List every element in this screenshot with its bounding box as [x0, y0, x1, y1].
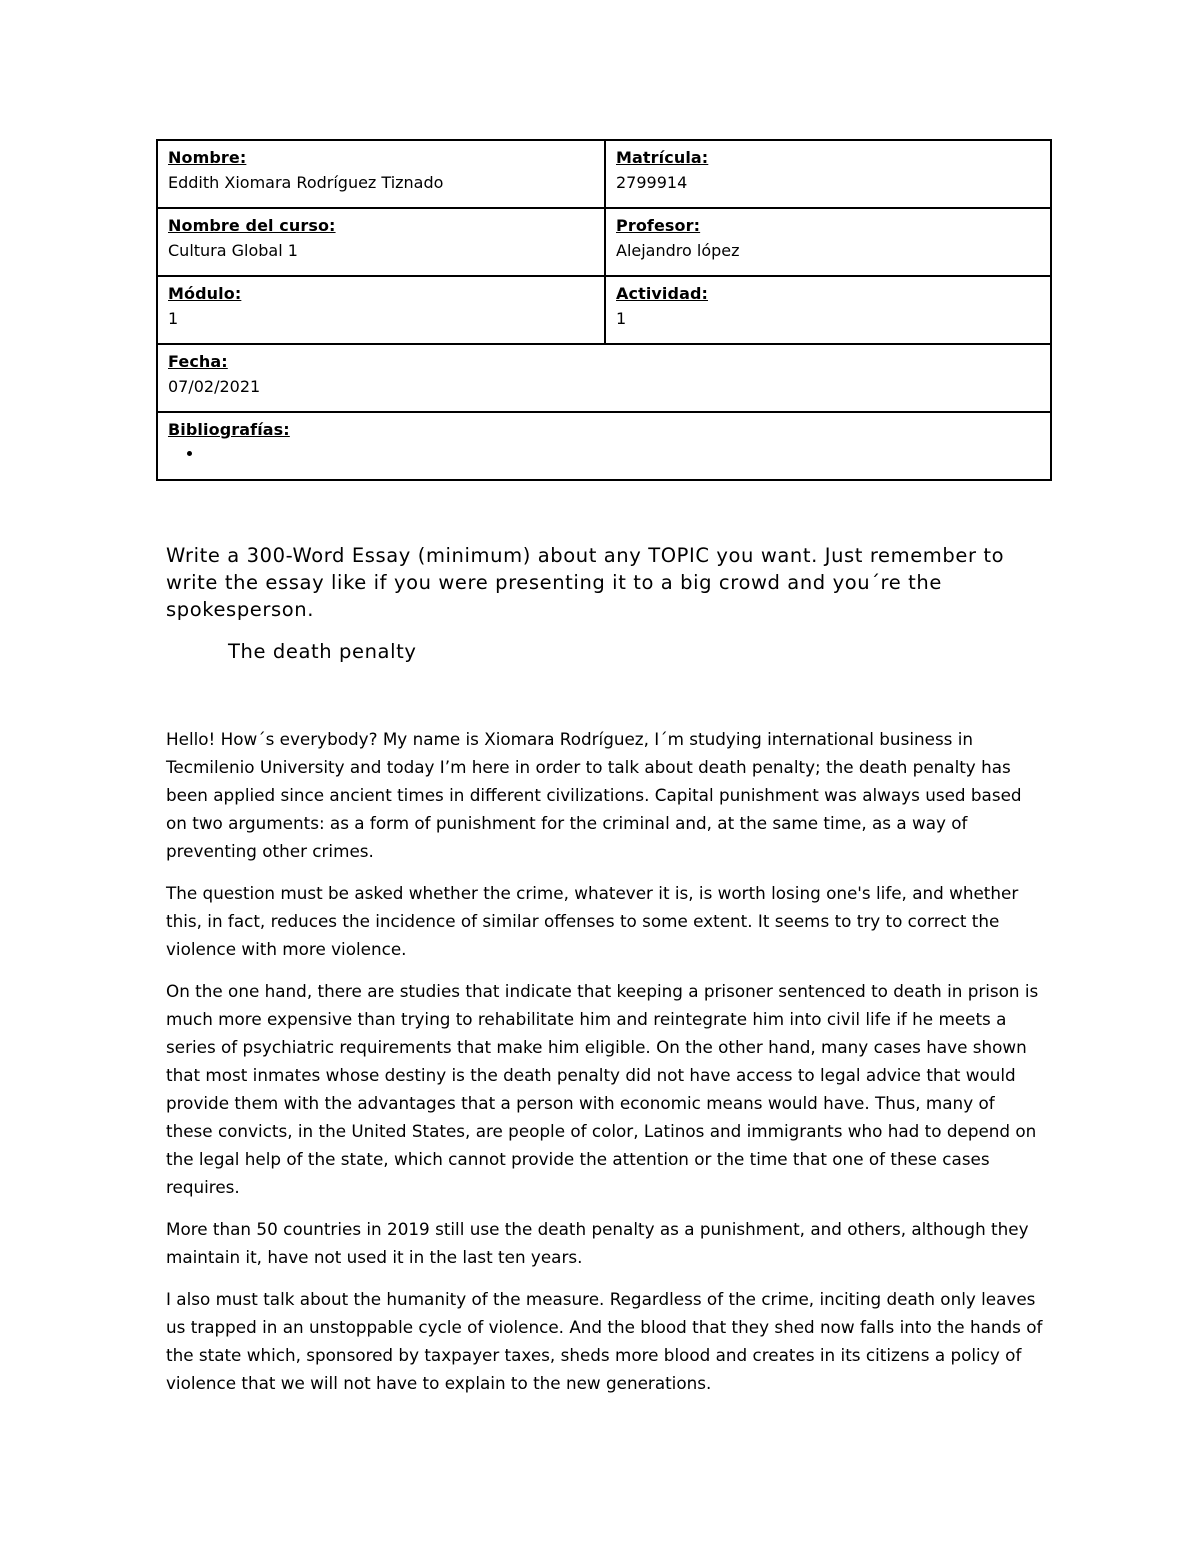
- nombre-cell: [157, 140, 605, 208]
- actividad-cell: [605, 276, 1051, 344]
- fecha-value: 07/02/2021: [168, 377, 261, 396]
- actividad-value: 1: [616, 309, 627, 328]
- assignment-prompt: Write a 300-Word Essay (minimum) about any TOPIC you want. Just remember to write the essay like if you were presenting it to a big crowd and you´re the spokesperson.: [166, 544, 1005, 621]
- curso-label: Nombre del curso:: [168, 216, 336, 235]
- essay-title: The death penalty: [228, 640, 417, 663]
- table-row: [157, 276, 1051, 344]
- essay-body: [166, 725, 1046, 1411]
- curso-cell: [157, 208, 605, 276]
- modulo-cell: [157, 276, 605, 344]
- table-row: [157, 140, 1051, 208]
- table-row: [157, 412, 1051, 480]
- modulo-value: 1: [168, 309, 179, 328]
- bibliografias-list: [168, 441, 1040, 467]
- profesor-value: Alejandro lópez: [616, 241, 740, 260]
- nombre-label: Nombre:: [168, 148, 247, 167]
- fecha-label: Fecha:: [168, 352, 228, 371]
- matricula-cell: [605, 140, 1051, 208]
- actividad-label: Actividad:: [616, 284, 709, 303]
- student-info-table: [156, 139, 1052, 481]
- profesor-label: Profesor:: [616, 216, 701, 235]
- essay-paragraph: On the one hand, there are studies that indicate that keeping a prisoner sentenced to death in prison is much more expensive than trying to rehabilitate him and reintegrate him into civil life if he meets a series of psychiatric requirements that make him eligible. On the other hand, many cases have shown that most inmates whose destiny is the death penalty did not have access to legal advice that would provide them with the advantages that a person with economic means would have. Thus, many of these convicts, in the United States, are people of color, Latinos and immigrants who had to depend on the legal help of the state, which cannot provide the attention or the time that one of these cases requires.: [166, 981, 1039, 1197]
- essay-paragraph: The question must be asked whether the crime, whatever it is, is worth losing one's life, and whether this, in fact, reduces the incidence of similar offenses to some extent. It seems to try to correct the violence with more violence.: [166, 883, 1019, 959]
- bibliografias-item: [204, 441, 1040, 467]
- bibliografias-cell: [157, 412, 1051, 480]
- nombre-value: Eddith Xiomara Rodríguez Tiznado: [168, 173, 444, 192]
- matricula-value: 2799914: [616, 173, 688, 192]
- table-row: [157, 208, 1051, 276]
- matricula-label: Matrícula:: [616, 148, 709, 167]
- profesor-cell: [605, 208, 1051, 276]
- essay-paragraph: Hello! How´s everybody? My name is Xiomara Rodríguez, I´m studying international business in Tecmilenio University and today I’m here in order to talk about death penalty; the death penalty has been applied since ancient times in different civilizations. Capital punishment was always used based on two arguments: as a form of punishment for the criminal and, at the same time, as a way of preventing other crimes.: [166, 729, 1022, 861]
- table-row: [157, 344, 1051, 412]
- essay-paragraph: I also must talk about the humanity of the measure. Regardless of the crime, inciting death only leaves us trapped in an unstoppable cycle of violence. And the blood that they shed now falls into the hands of the state which, sponsored by taxpayer taxes, sheds more blood and creates in its citizens a policy of violence that we will not have to explain to the new generations.: [166, 1289, 1043, 1393]
- bibliografias-label: Bibliografías:: [168, 420, 290, 439]
- modulo-label: Módulo:: [168, 284, 242, 303]
- curso-value: Cultura Global 1: [168, 241, 298, 260]
- essay-paragraph: More than 50 countries in 2019 still use the death penalty as a punishment, and others, although they maintain it, have not used it in the last ten years.: [166, 1219, 1029, 1267]
- fecha-cell: [157, 344, 1051, 412]
